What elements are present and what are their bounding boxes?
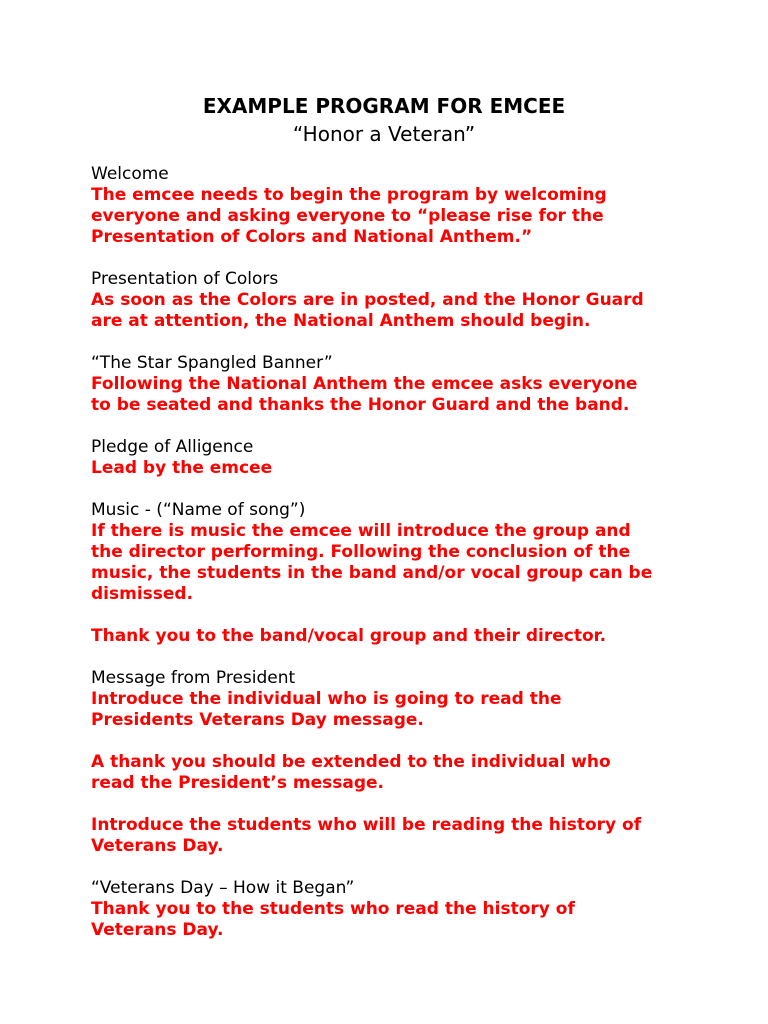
- section-heading: Pledge of Alligence: [91, 437, 254, 457]
- instruction-line: Veterans Day.: [91, 920, 224, 940]
- instruction-line: As soon as the Colors are in posted, and the Honor Guard: [91, 290, 644, 310]
- instruction-line: Introduce the individual who is going to read the: [91, 689, 562, 709]
- instruction-line: A thank you should be extended to the individual who: [91, 752, 611, 772]
- instruction-line: to be seated and thanks the Honor Guard and the band.: [91, 395, 630, 415]
- section-heading: Presentation of Colors: [91, 269, 279, 289]
- section-heading: “Veterans Day – How it Began”: [91, 878, 355, 898]
- instruction-line: Thank you to the students who read the history of: [91, 899, 575, 919]
- instruction-line: are at attention, the National Anthem should begin.: [91, 311, 591, 331]
- section-heading: “The Star Spangled Banner”: [91, 353, 333, 373]
- instruction-line: Presidents Veterans Day message.: [91, 710, 424, 730]
- instruction-line: read the President’s message.: [91, 773, 385, 793]
- instruction-line: Thank you to the band/vocal group and their director.: [91, 626, 607, 646]
- section-heading: Welcome: [91, 164, 169, 184]
- section-presentation-of-colors: [91, 269, 691, 332]
- instruction-line: The emcee needs to begin the program by welcoming: [91, 185, 607, 205]
- instruction-line: everyone and asking everyone to “please rise for the: [91, 206, 604, 226]
- instruction-line: Lead by the emcee: [91, 458, 273, 478]
- section-heading: Message from President: [91, 668, 296, 688]
- document-title: EXAMPLE PROGRAM FOR EMCEE: [202, 94, 566, 118]
- document-subtitle: “Honor a Veteran”: [292, 122, 476, 146]
- section-pledge: [91, 437, 691, 479]
- section-welcome: [91, 164, 691, 248]
- section-message-from-president: [91, 668, 691, 857]
- instruction-line: dismissed.: [91, 584, 194, 604]
- section-veterans-day-history: [91, 878, 691, 941]
- instruction-line: Presentation of Colors and National Anthem.”: [91, 227, 533, 247]
- instruction-line: If there is music the emcee will introduce the group and: [91, 521, 631, 541]
- instruction-line: Veterans Day.: [91, 836, 224, 856]
- section-heading: Music - (“Name of song”): [91, 500, 306, 520]
- instruction-line: music, the students in the band and/or vocal group can be: [91, 563, 653, 583]
- section-music: [91, 500, 691, 647]
- section-star-spangled-banner: [91, 353, 691, 416]
- instruction-line: Introduce the students who will be reading the history of: [91, 815, 642, 835]
- instruction-line: Following the National Anthem the emcee asks everyone: [91, 374, 638, 394]
- document-body: [91, 164, 691, 941]
- instruction-line: the director performing. Following the conclusion of the: [91, 542, 631, 562]
